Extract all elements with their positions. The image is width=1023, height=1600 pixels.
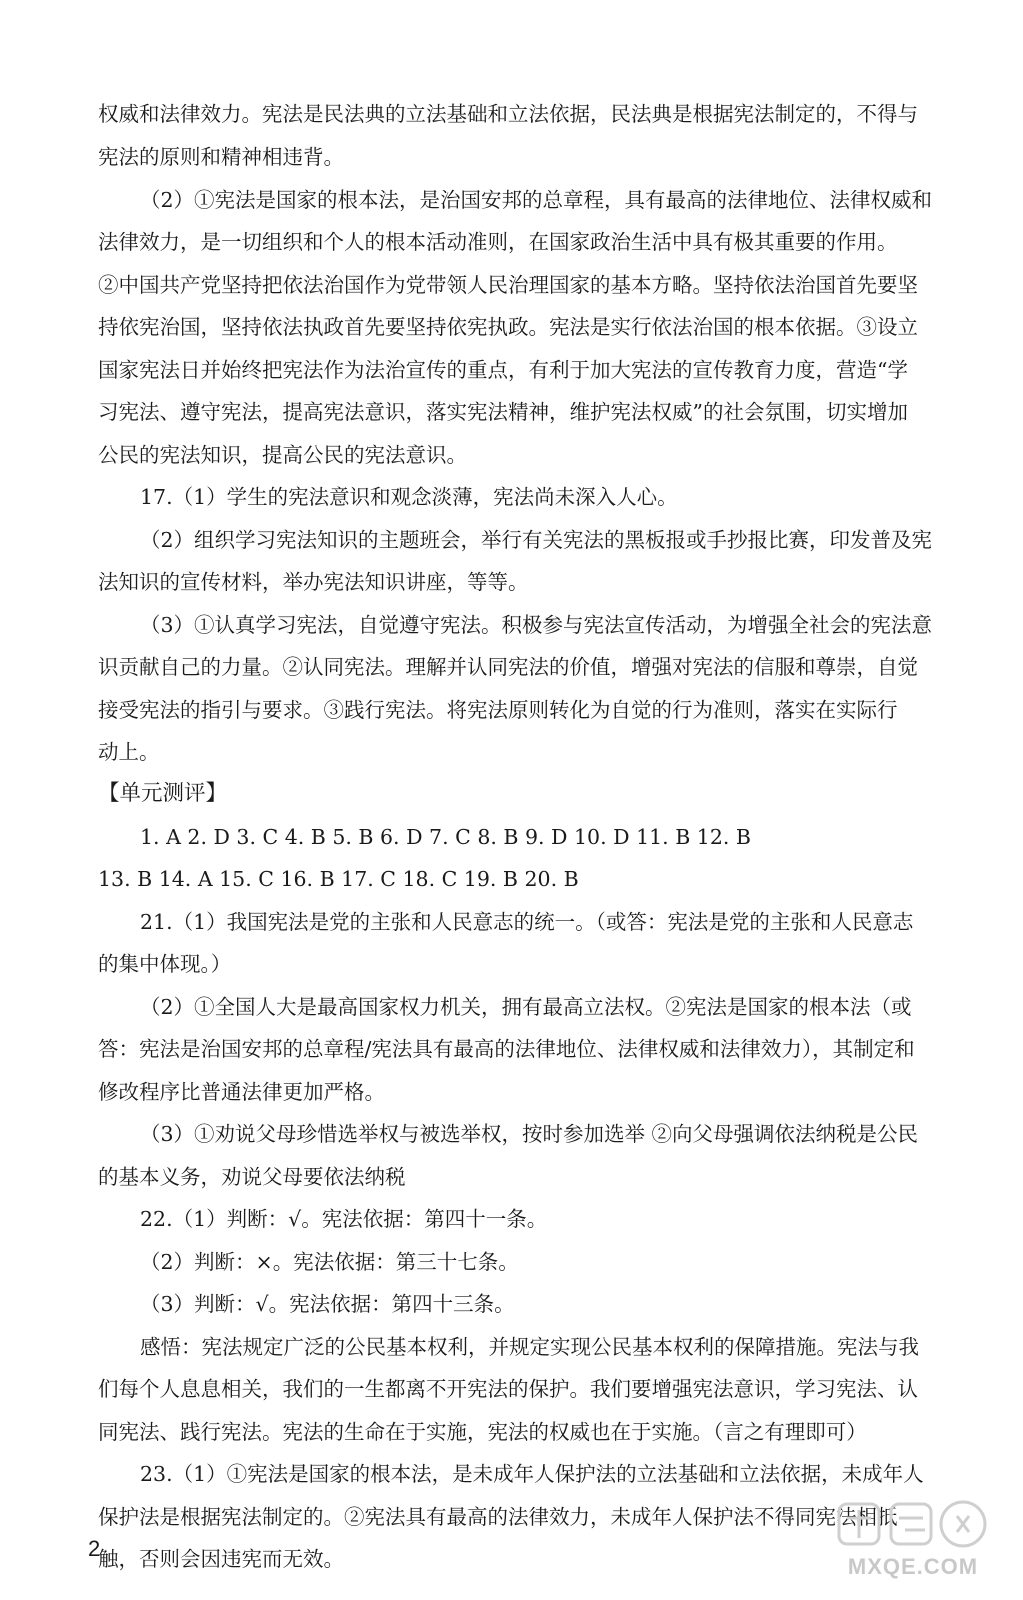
page-number: 2 xyxy=(88,1536,101,1561)
text-line: 的基本义务，劝说父母要依法纳税 xyxy=(98,1165,406,1189)
text-line: 们每个人息息相关，我们的一生都离不开宪法的保护。我们要增强宪法意识，学习宪法、认 xyxy=(98,1377,918,1401)
text-line: 持依宪治国，坚持依法执政首先要坚持依宪执政。宪法是实行依法治国的根本依据。③设立 xyxy=(98,315,918,339)
watermark-logo xyxy=(833,1496,993,1588)
watermark-emblem-icon xyxy=(833,1496,993,1556)
text-line: 答：宪法是治国安邦的总章程/宪法具有最高的法律地位、法律权威和法律效力），其制定和 xyxy=(98,1037,915,1061)
question-23-1: 23.（1）①宪法是国家的根本法，是未成年人保护法的立法基础和立法依据，未成年人 xyxy=(140,1462,924,1486)
text-line: 的集中体现。） xyxy=(98,952,232,976)
answer-key-line: 1. A 2. D 3. C 4. B 5. B 6. D 7. C 8. B 9. D 10. D 11. B 12. B xyxy=(140,825,751,849)
text-line: 触，否则会因违宪而无效。 xyxy=(98,1547,344,1571)
text-line: 法知识的宣传材料，举办宪法知识讲座，等等。 xyxy=(98,570,529,594)
text-line: 同宪法、践行宪法。宪法的生命在于实施，宪法的权威也在于实施。（言之有理即可） xyxy=(98,1420,867,1444)
text-line: 权威和法律效力。宪法是民法典的立法基础和立法依据，民法典是根据宪法制定的，不得与 xyxy=(98,102,918,126)
text-line: 接受宪法的指引与要求。③践行宪法。将宪法原则转化为自觉的行为准则，落实在实际行 xyxy=(98,698,898,722)
text-line: 修改程序比普通法律更加严格。 xyxy=(98,1080,385,1104)
text-line: 法律效力，是一切组织和个人的根本活动准则，在国家政治生活中具有极其重要的作用。 xyxy=(98,230,898,254)
question-17-1: 17.（1）学生的宪法意识和观念淡薄，宪法尚未深入人心。 xyxy=(140,485,678,509)
text-line: 感悟：宪法规定广泛的公民基本权利，并规定实现公民基本权利的保障措施。宪法与我 xyxy=(140,1335,919,1359)
text-line: （3）①劝说父母珍惜选举权与被选举权，按时参加选举 ②向父母强调依法纳税是公民 xyxy=(140,1122,919,1146)
text-line: 公民的宪法知识，提高公民的宪法意识。 xyxy=(98,443,467,467)
text-line: 习宪法、遵守宪法，提高宪法意识，落实宪法精神，维护宪法权威”的社会氛围，切实增加 xyxy=(98,400,908,424)
text-line: ②中国共产党坚持把依法治国作为党带领人民治理国家的基本方略。坚持依法治国首先要坚 xyxy=(98,273,918,297)
text-line: 宪法的原则和精神相违背。 xyxy=(98,145,344,169)
question-22-3: （3）判断：√。宪法依据：第四十三条。 xyxy=(140,1292,515,1316)
watermark-text: MXQE.COM xyxy=(847,1554,979,1579)
section-heading: 【单元测评】 xyxy=(98,781,228,806)
question-22-1: 22.（1）判断：√。宪法依据：第四十一条。 xyxy=(140,1207,548,1231)
text-line: （2）①宪法是国家的根本法，是治国安邦的总章程，具有最高的法律地位、法律权威和 xyxy=(140,188,933,212)
text-line: 动上。 xyxy=(98,740,160,764)
text-line: 国家宪法日并始终把宪法作为法治宣传的重点，有利于加大宪法的宣传教育力度，营造“学 xyxy=(98,358,908,382)
answer-key-line: 13. B 14. A 15. C 16. B 17. C 18. C 19. B 20. B xyxy=(98,867,579,891)
question-21-1: 21.（1）我国宪法是党的主张和人民意志的统一。（或答：宪法是党的主张和人民意志 xyxy=(140,910,914,934)
text-line: （2）组织学习宪法知识的主题班会，举行有关宪法的黑板报或手抄报比赛，印发普及宪 xyxy=(140,528,933,552)
text-line: 识贡献自己的力量。②认同宪法。理解并认同宪法的价值，增强对宪法的信服和尊崇，自觉 xyxy=(98,655,918,679)
question-22-2: （2）判断：×。宪法依据：第三十七条。 xyxy=(140,1250,519,1274)
text-line: （3）①认真学习宪法，自觉遵守宪法。积极参与宪法宣传活动，为增强全社会的宪法意 xyxy=(140,613,933,637)
text-line: （2）①全国人大是最高国家权力机关，拥有最高立法权。②宪法是国家的根本法（或 xyxy=(140,995,912,1019)
text-line: 保护法是根据宪法制定的。②宪法具有最高的法律效力，未成年人保护法不得同宪法相抵 xyxy=(98,1505,898,1529)
